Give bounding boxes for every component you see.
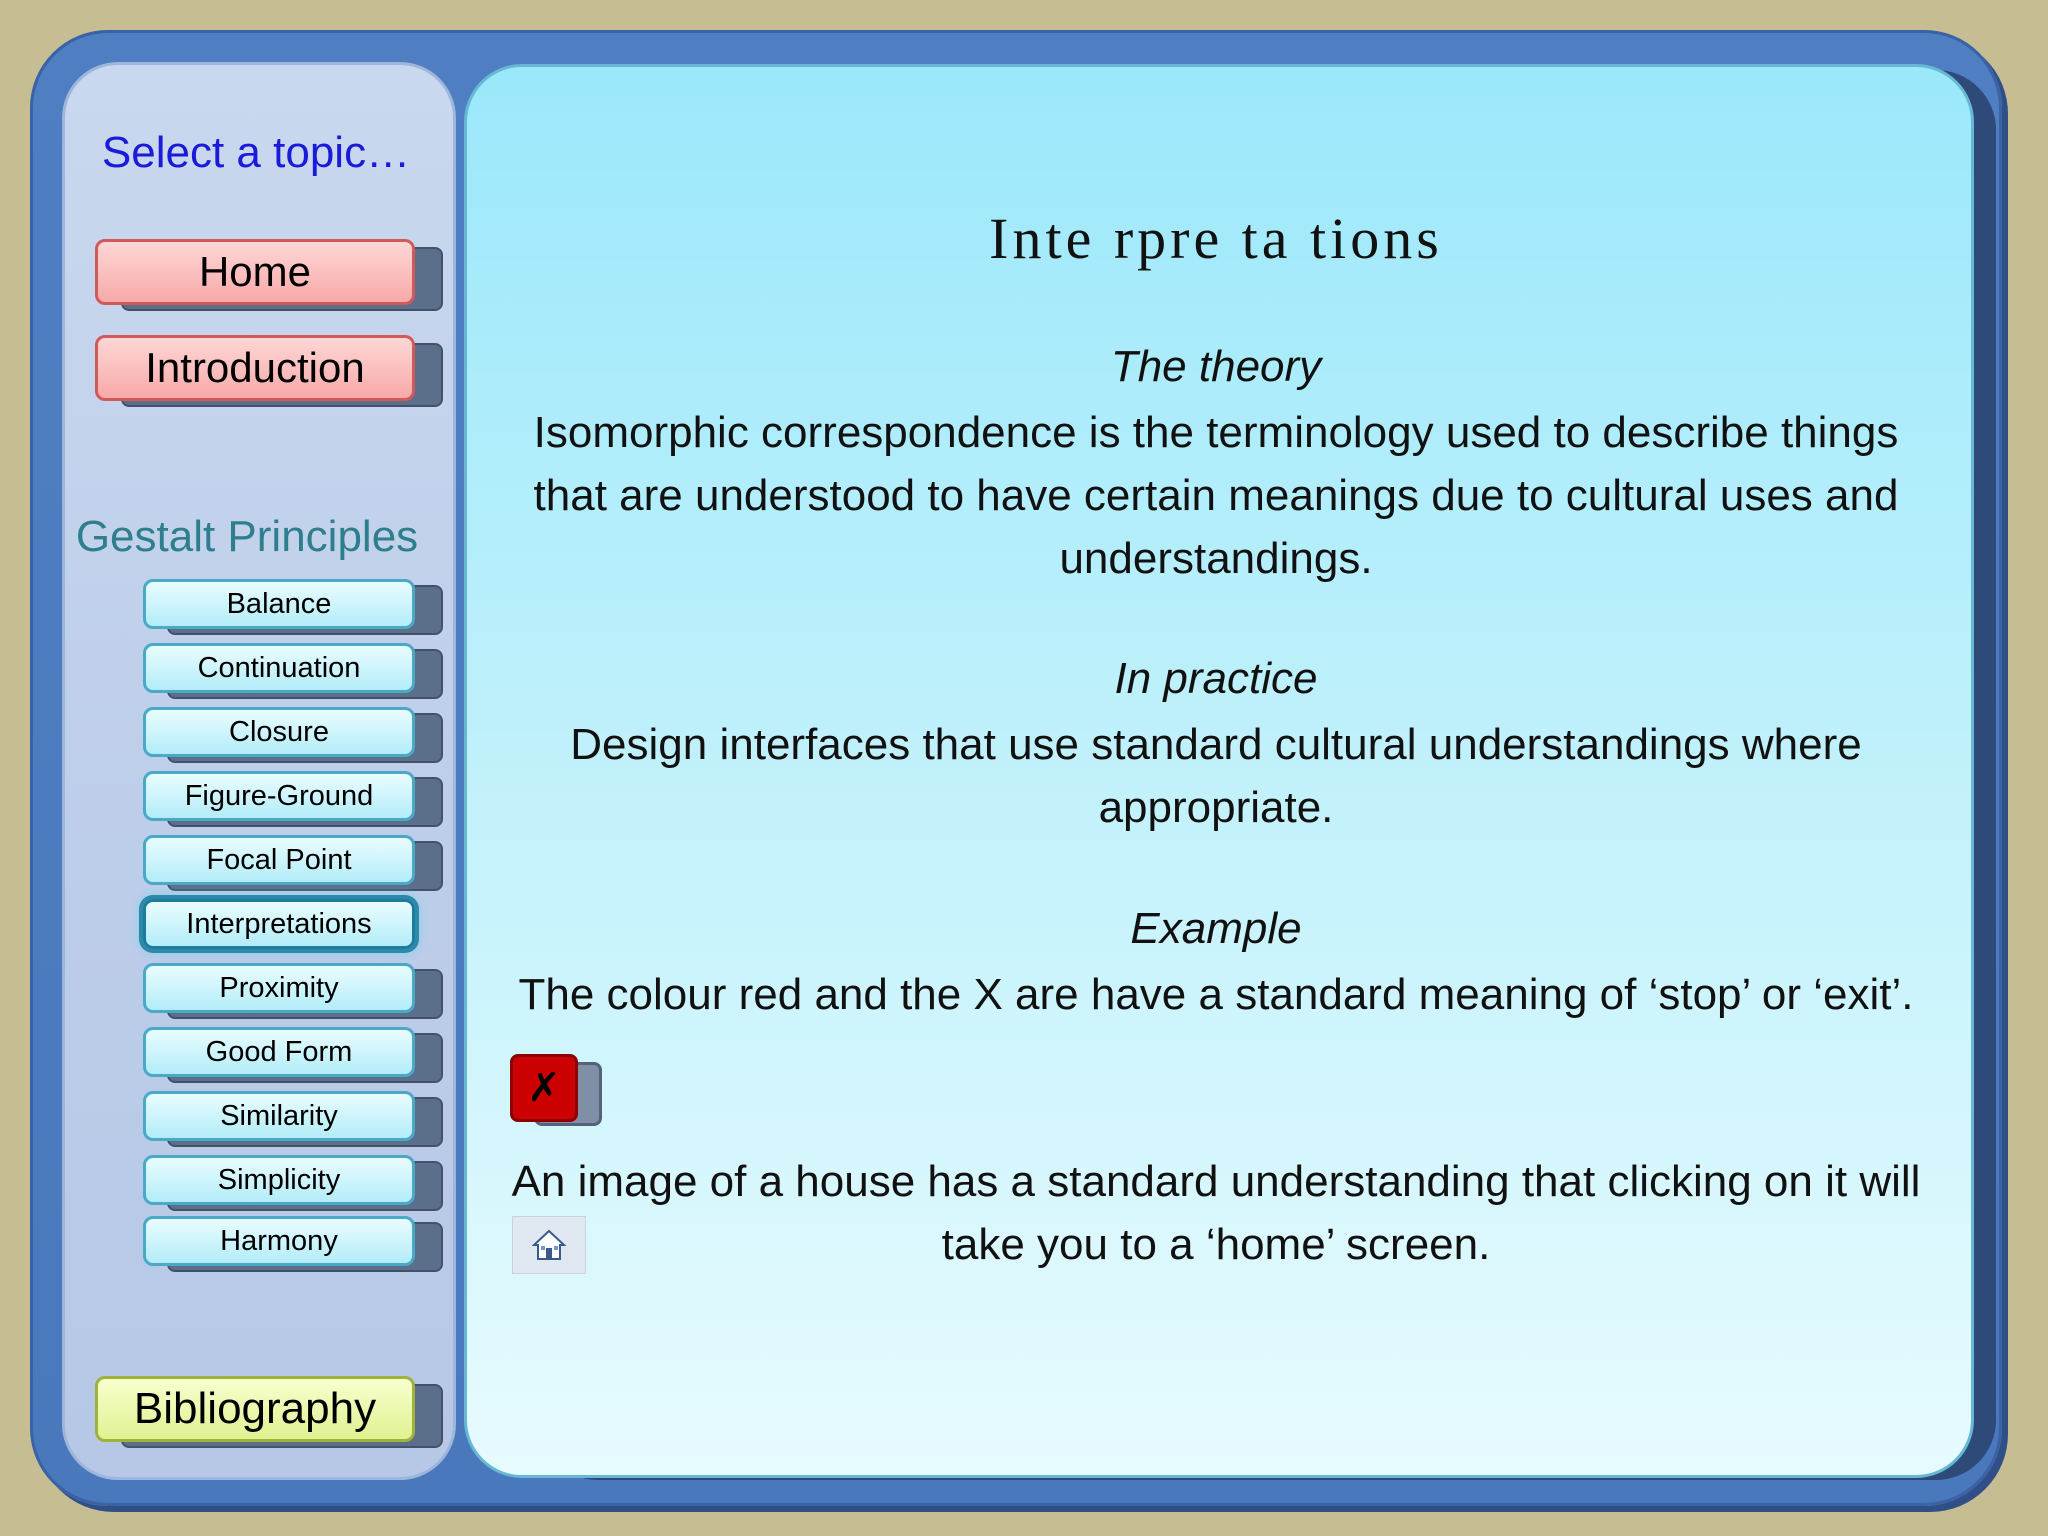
topic-focal-point-button[interactable]: Focal Point — [143, 835, 415, 885]
topic-similarity-wrap — [143, 1091, 441, 1147]
bibliography-button-wrap — [95, 1376, 441, 1448]
topic-balance-button[interactable]: Balance — [143, 579, 415, 629]
home-button[interactable]: Home — [95, 239, 415, 305]
topic-continuation-wrap — [143, 643, 441, 699]
practice-text: Design interfaces that use standard cultural understandings where appropriate. — [570, 720, 1862, 832]
topic-continuation-button[interactable]: Continuation — [143, 643, 415, 693]
topic-simplicity-button[interactable]: Simplicity — [143, 1155, 415, 1205]
topic-interpretations-wrap — [143, 899, 441, 955]
topic-proximity-wrap — [143, 963, 441, 1019]
topic-balance-wrap — [143, 579, 441, 635]
house-icon[interactable] — [512, 1216, 586, 1274]
topic-proximity-button[interactable]: Proximity — [143, 963, 415, 1013]
topic-similarity-button[interactable]: Similarity — [143, 1091, 415, 1141]
topic-closure-button[interactable]: Closure — [143, 707, 415, 757]
topic-interpretations-button[interactable]: Interpretations — [143, 899, 415, 949]
topic-good-form-button[interactable]: Good Form — [143, 1027, 415, 1077]
topic-figure-ground-button[interactable]: Figure-Ground — [143, 771, 415, 821]
topic-harmony-wrap — [143, 1216, 441, 1272]
select-topic-prompt: Select a topic… — [101, 128, 411, 177]
theory-text: Isomorphic correspondence is the terminology used to describe things that are understood to have certain meanings due to cultural uses and understandings. — [533, 408, 1899, 583]
theory-heading: The theory — [1110, 342, 1322, 391]
example-text-stop-exit: The colour red and the X are have a standard meaning of ‘stop’ or ‘exit’. — [518, 970, 1914, 1019]
topic-good-form-wrap — [143, 1027, 441, 1083]
introduction-button-wrap — [95, 335, 441, 407]
house-icon-graphic — [532, 1228, 566, 1262]
topic-closure-wrap — [143, 707, 441, 763]
bibliography-button[interactable]: Bibliography — [95, 1376, 415, 1442]
x-icon[interactable]: ✗ — [510, 1054, 578, 1122]
topic-simplicity-wrap — [143, 1155, 441, 1211]
home-button-wrap — [95, 239, 441, 311]
introduction-button[interactable]: Introduction — [95, 335, 415, 401]
page-title: Inte rpre ta tions — [989, 206, 1443, 271]
exit-example-wrap — [510, 1054, 602, 1126]
example-text-home: An image of a house has a standard understanding that clicking on it will take you to a ‘home’ screen. — [511, 1157, 1921, 1269]
gestalt-principles-heading: Gestalt Principles — [75, 512, 419, 561]
topic-focal-point-wrap — [143, 835, 441, 891]
topic-harmony-button[interactable]: Harmony — [143, 1216, 415, 1266]
topic-figure-ground-wrap — [143, 771, 441, 827]
example-heading: Example — [1130, 904, 1302, 953]
practice-heading: In practice — [1114, 654, 1318, 703]
